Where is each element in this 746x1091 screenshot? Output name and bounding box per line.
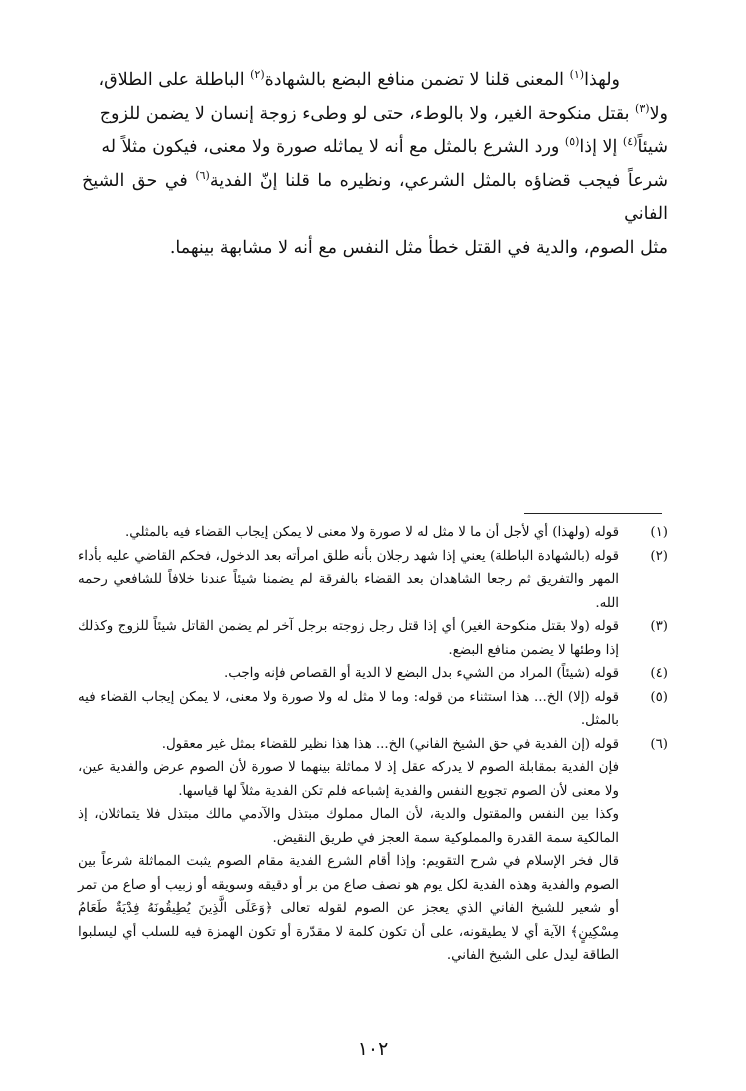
footnote-text: قوله (ولا بقتل منكوحة الغير) أي إذا قتل رجل زوجته برجل آخر لم يضمن القاتل شيئاً للزوج وكذلك إذا وطئها لا يضمن منافع البضع. — [78, 619, 619, 658]
footnote-item — [78, 615, 668, 662]
text-run: المعنى قلنا لا تضمن منافع البضع بالشهادة — [264, 70, 570, 90]
footnote-text: قال فخر الإسلام في شرح التقويم: وإذا أقام الشرع الفدية مقام الصوم يثبت المماثلة شرعاً بين الصوم والفدية وهذه الفدية لكل يوم هو نصف صاع من بر أو دقيقه وسويقه أو زبيب أو صاع من تمر أو شعير للشيخ الفاني الذي يعجز عن الصوم لقوله تعالى ﴿وَعَلَى الَّذِينَ يُطِيقُونَهُ فِدْيَةٌ طَعَامُ مِسْكِينٍ﴾ الآية أي لا يطيقونه، على أن تكون كلمة لا مقدّرة أو تكون الهمزة فيه للسلب أي ليسلبوا الطاقة ليدل على الشيخ الفاني. — [78, 854, 619, 963]
footnote-item — [78, 521, 668, 545]
footnote-number: (١) — [650, 525, 668, 540]
page-number: ١٠٢ — [357, 1038, 389, 1060]
text-run: الباطلة على الطلاق، — [98, 70, 251, 90]
footnote-text: قوله (شيئاً) المراد من الشيء بدل البضع لا الدية أو القصاص فإنه واجب. — [223, 666, 619, 681]
footnote-ref: (٤) — [622, 135, 638, 149]
footnote-ref: (٣) — [635, 101, 650, 115]
main-text-line — [82, 98, 668, 132]
footnote-item — [78, 545, 668, 616]
footnotes-block — [78, 521, 668, 968]
main-text-line — [82, 64, 668, 98]
footnote-ref: (٦) — [195, 168, 210, 182]
text-run: ورد الشرع بالمثل مع أنه لا يماثله صورة ولا معنى، فيكون مثلاً له — [101, 137, 565, 157]
main-text-block — [82, 64, 668, 265]
footnote-text: وكذا بين النفس والمقتول والدية، لأن المال مملوك مبتذل والآدمي مالك مبتذل فلا يتماثلان، إذ المالكية سمة القدرة والمملوكية سمة العجز في طريق النقيض. — [78, 807, 619, 846]
text-run: شرعاً فيجب قضاؤه بالمثل الشرعي، ونظيره ما قلنا إنّ الفدية — [209, 170, 669, 191]
footnote-number: (٥) — [650, 689, 668, 705]
footnote-text: قوله (إلا) الخ... هذا استثناء من قوله: وما لا مثل له ولا صورة ولا معنى، لا يمكن إيجاب القضاء فيه بالمثل. — [78, 689, 619, 728]
text-run: ولا — [649, 103, 668, 124]
footnote-number: (٤) — [650, 666, 668, 681]
footnote-divider — [524, 513, 662, 514]
footnote-ref: (١) — [569, 68, 585, 82]
footnote-text: فإن الفدية بمقابلة الصوم لا يدركه عقل إذ لا مماثلة بينهما لا صورة لأن الصوم عرض والفدية عين، ولا معنى لأن الصوم تجويع النفس والفدية إشباعه فلم تكن الفدية مثلاً لها قياسها. — [78, 760, 619, 799]
footnote-text: قوله (بالشهادة الباطلة) يعني إذا شهد رجلان بأنه طلق امرأته بعد الدخول، فحكم القاضي عليه بأداء المهر والتفريق ثم رجعا الشاهدان بعد القضاء بالفرقة لم يضمنا شيئاً عندنا خلافاً للشافعي رحمه الله. — [78, 548, 619, 611]
text-run: ولهذا — [584, 70, 620, 90]
footnote-number: (٦) — [650, 736, 668, 752]
main-text-line: مثل الصوم، والدية في القتل خطأ مثل النفس مع أنه لا مشابهة بينهما. — [169, 237, 668, 258]
footnote-number: (٣) — [650, 619, 668, 634]
main-text-line — [82, 165, 668, 232]
text-run: بقتل منكوحة الغير، ولا بالوطء، حتى لو وطىء زوجة إنسان لا يضمن للزوج — [99, 103, 636, 124]
footnote-item — [78, 686, 668, 733]
footnote-number: (٢) — [650, 548, 668, 564]
main-text-line — [82, 131, 668, 165]
footnote-text: قوله (إن الفدية في حق الشيخ الفاني) الخ... هذا هذا نظير للقضاء بمثل غير معقول. — [161, 736, 619, 752]
footnote-ref: (٢) — [250, 68, 265, 82]
footnote-item — [78, 662, 668, 686]
text-run: إلا إذا — [579, 137, 623, 157]
text-run: شيئاً — [637, 137, 668, 157]
text-run: في حق الشيخ الفاني — [82, 170, 668, 224]
footnote-text: قوله (ولهذا) أي لأجل أن ما لا مثل له لا صورة ولا معنى لا يمكن إيجاب القضاء فيه بالمثلي. — [125, 525, 619, 540]
footnote-item — [78, 733, 668, 968]
footnote-ref: (٥) — [564, 135, 580, 149]
